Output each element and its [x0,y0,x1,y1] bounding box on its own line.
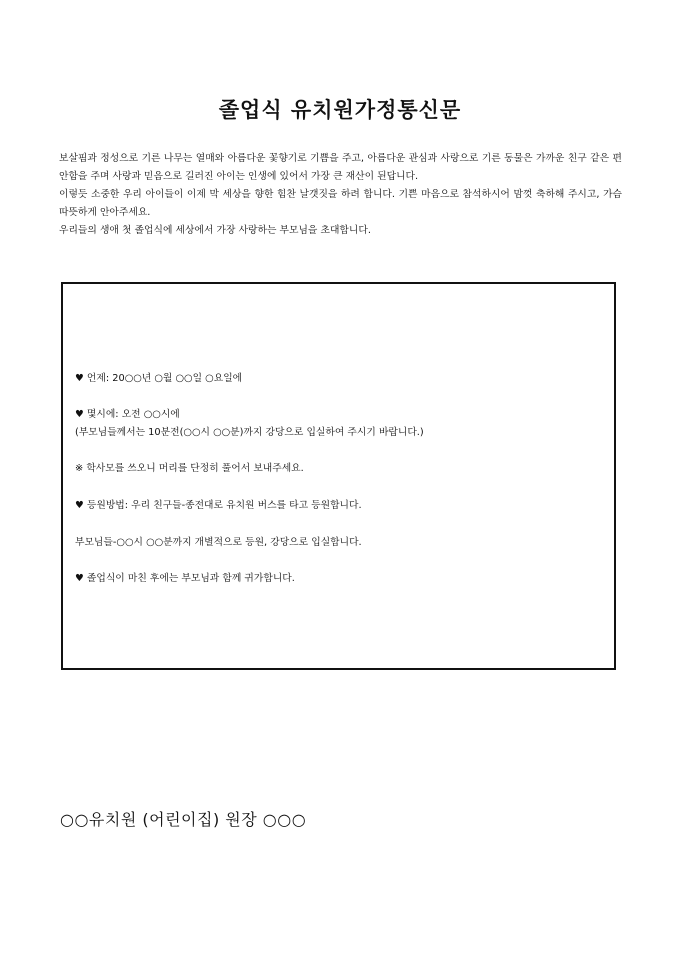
intro-paragraph-2: 이렇듯 소중한 우리 아이들이 이제 막 세상을 향한 힘찬 날갯짓을 하려 합니다. 기쁜 마음으로 참석하시어 맘껏 축하해 주시고, 가슴 따뜻하게 안아주세요. [59,189,622,218]
intro-paragraphs [59,150,622,240]
intro-paragraph-3: 우리들의 생애 첫 졸업식에 세상에서 가장 사랑하는 부모님을 초대합니다. [59,225,371,236]
detail-attendance: ♥ 등원방법: 우리 친구들-종전대로 유치원 버스를 타고 등원합니다. [75,500,362,511]
detail-parents: 부모님들-○○시 ○○분까지 개별적으로 등원, 강당으로 입실합니다. [75,537,362,548]
event-details-box [61,282,616,670]
signature-line: ○○유치원 (어린이집) 원장 ○○○ [60,810,307,829]
detail-when: ♥ 언제: 20○○년 ○월 ○○일 ○요일에 [75,373,243,384]
document-title: 졸업식 유치원가정통신문 [218,98,462,122]
detail-time-note: (부모님들께서는 10분전(○○시 ○○분)까지 강당으로 입실하여 주시기 바랍니다.) [75,427,424,438]
intro-paragraph-1: 보살핌과 정성으로 기른 나무는 열매와 아름다운 꽃향기로 기쁨을 주고, 아름다운 관심과 사랑으로 기른 동물은 가까운 친구 같은 편안함을 주며 사랑과 믿음으로 길러진 아이는 인생에 있어서 가장 큰 재산이 된답니다. [59,153,622,182]
detail-after: ♥ 졸업식이 마친 후에는 부모님과 함께 귀가합니다. [75,573,295,584]
detail-time: ♥ 몇시에: 오전 ○○시에 [75,409,180,420]
detail-note: ※ 학사모를 쓰오니 머리를 단정히 풀어서 보내주세요. [75,463,304,474]
